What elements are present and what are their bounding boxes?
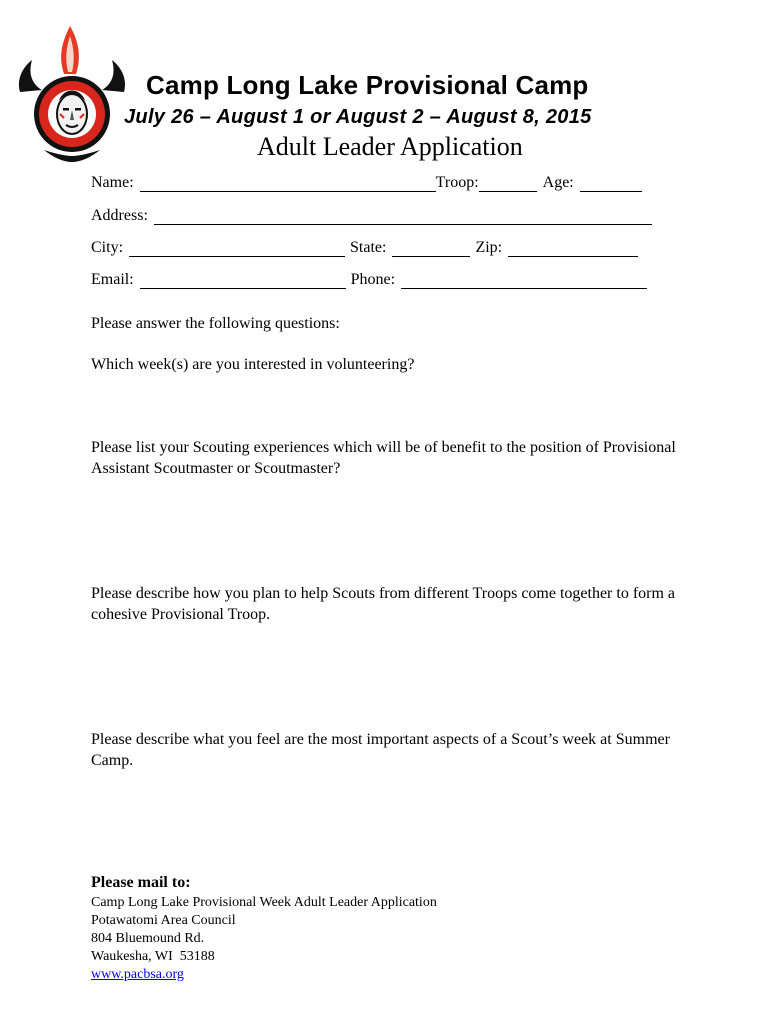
camp-logo [14,22,132,164]
age-label: Age: [542,174,574,191]
question-2: Please list your Scouting experiences which will be of benefit to the position of Provisional Assistant Scoutmaster or Scoutmaster? [91,439,676,477]
troop-label: Troop: [435,174,479,191]
city-field[interactable] [129,242,345,257]
website-link[interactable]: www.pacbsa.org [91,967,184,982]
name-row [91,174,642,192]
camp-title: Camp Long Lake Provisional Camp [146,70,589,100]
mailing-address [91,894,437,984]
mail-heading: Please mail to: [91,874,191,891]
zip-label: Zip: [475,239,503,256]
camp-dates: July 26 – August 1 or August 2 – August 8, 2015 [124,106,592,128]
state-label: State: [350,239,387,256]
phone-field[interactable] [401,274,647,289]
question-4: Please describe what you feel are the most important aspects of a Scout’s week at Summer Camp. [91,731,670,769]
email-label: Email: [91,271,134,288]
application-title: Adult Leader Application [257,132,523,161]
mail-line-4: Waukesha, WI 53188 [91,949,215,964]
address-row [91,207,652,225]
question-3: Please describe how you plan to help Scouts from different Troops come together to form a cohesive Provisional Troop. [91,585,676,623]
scout-head-emblem-icon [14,22,132,164]
address-label: Address: [91,207,148,224]
question-1: Which week(s) are you interested in volunteering? [91,356,415,373]
questions-intro: Please answer the following questions: [91,315,340,332]
name-label: Name: [91,174,134,191]
email-field[interactable] [140,274,346,289]
city-label: City: [91,239,124,256]
city-row [91,239,638,257]
state-field[interactable] [392,242,470,257]
troop-field[interactable] [479,177,537,192]
address-field[interactable] [154,210,652,225]
zip-field[interactable] [508,242,638,257]
email-row [91,271,647,289]
mail-line-2: Potawatomi Area Council [91,913,236,928]
mail-line-3: 804 Bluemound Rd. [91,931,205,946]
phone-label: Phone: [350,271,396,288]
age-field[interactable] [580,177,642,192]
name-field[interactable] [140,177,436,192]
mail-line-1: Camp Long Lake Provisional Week Adult Leader Application [91,895,437,910]
